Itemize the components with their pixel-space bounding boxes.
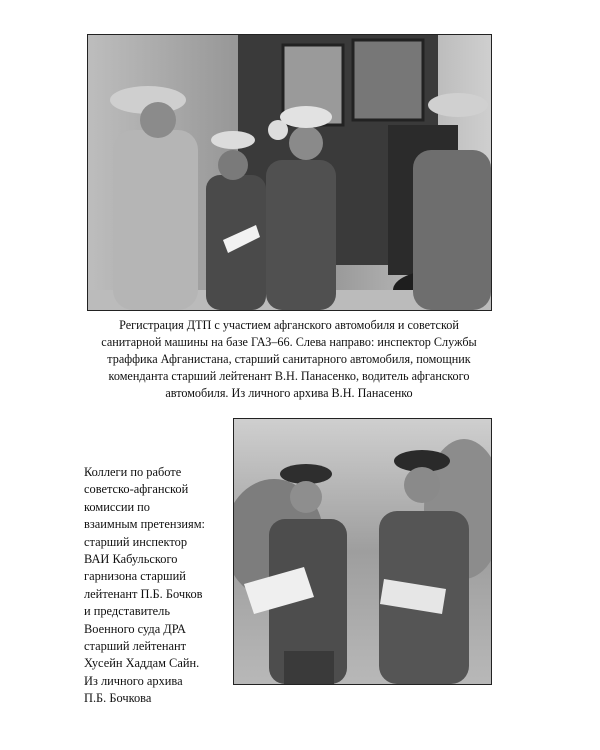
caption-line: коменданта старший лейтенант В.Н. Панасенко, водитель афганского	[108, 369, 470, 383]
caption-line: взаимным претензиям:	[84, 517, 205, 532]
caption-line: советско-афганской	[84, 482, 189, 497]
commission-colleagues-photo-image	[234, 419, 491, 684]
caption-line: Военного суда ДРА	[84, 621, 186, 636]
caption-line: старший инспектор	[84, 534, 188, 549]
caption-line: Из личного архива	[84, 673, 183, 688]
side-photo-caption	[84, 464, 229, 708]
caption-line: П.Б. Бочкова	[84, 691, 152, 706]
commission-colleagues-photo	[233, 418, 492, 685]
caption-line: лейтенант П.Б. Бочков	[84, 586, 203, 601]
caption-line: Хусейн Хаддам Сайн.	[84, 656, 200, 671]
caption-line: старший лейтенант	[84, 639, 187, 654]
top-photo-caption	[88, 317, 490, 402]
caption-line: гарнизона старший	[84, 569, 186, 584]
caption-line: Коллеги по работе	[84, 465, 182, 479]
caption-line: ВАИ Кабульского	[84, 552, 178, 567]
caption-line: автомобиля. Из личного архива В.Н. Панасенко	[165, 386, 413, 400]
traffic-accident-photo-image	[88, 35, 491, 310]
caption-line: и представитель	[84, 604, 170, 619]
caption-line: комиссии по	[84, 499, 151, 514]
caption-line: траффика Афганистана, старший санитарного автомобиля, помощник	[107, 352, 471, 366]
caption-line: Регистрация ДТП с участием афганского автомобиля и советской	[119, 318, 459, 332]
traffic-accident-photo	[87, 34, 492, 311]
caption-line: санитарной машины на базе ГАЗ–66. Слева направо: инспектор Службы	[101, 335, 477, 349]
